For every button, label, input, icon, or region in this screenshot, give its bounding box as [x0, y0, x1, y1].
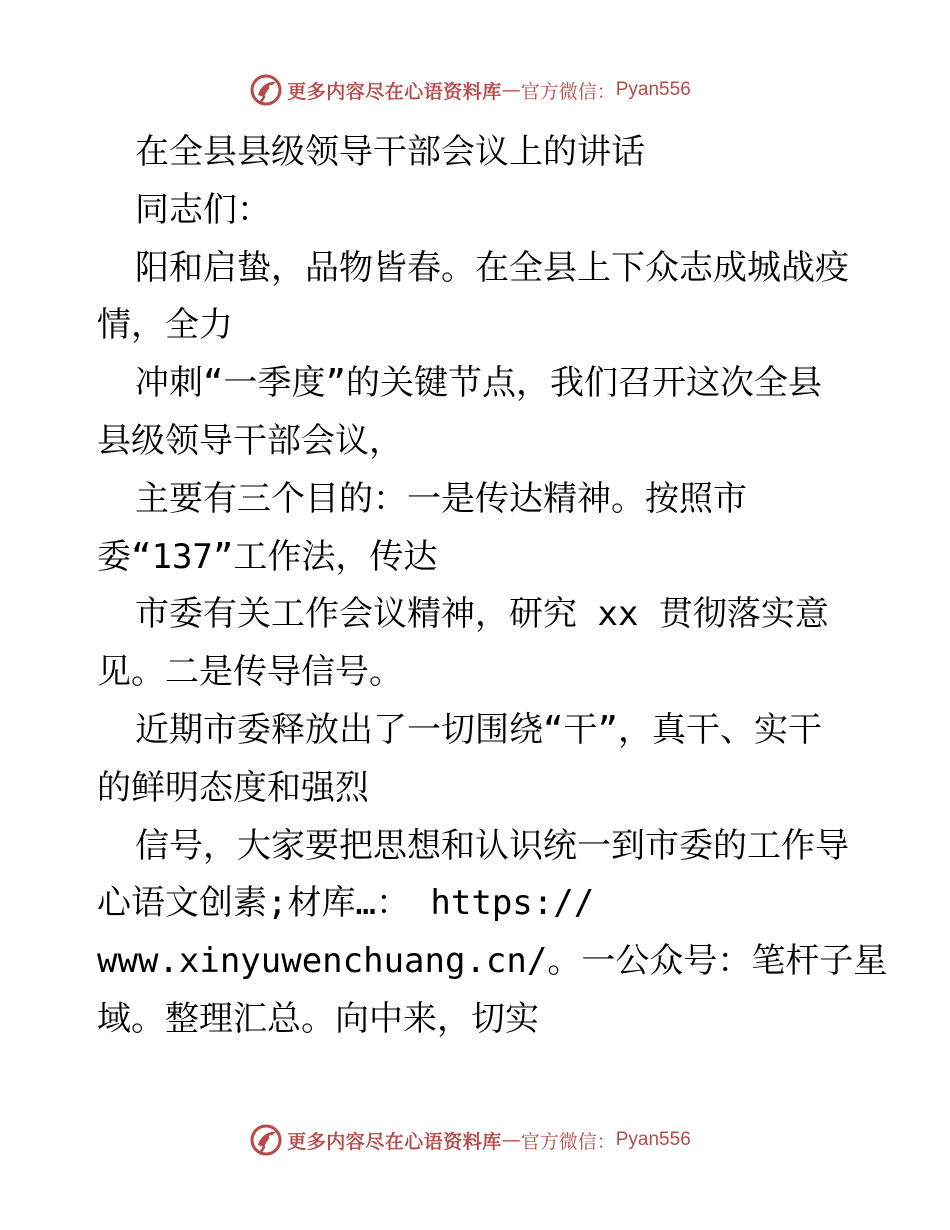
watermark-separator: — [501, 1129, 521, 1151]
document-line: 见。二是传导信号。 [97, 652, 403, 693]
document-line: 近期市委释放出了一切围绕“干”，真干、实干 [135, 709, 822, 750]
document-line: 主要有三个目的：一是传达精神。按照市 [135, 478, 747, 519]
watermark-wechat-id: Pyan556 [615, 79, 691, 100]
document-line: 信号，大家要把思想和认识统一到市委的工作导 [135, 825, 849, 866]
watermark-text: 更多内容尽在心语资料库 [287, 1130, 502, 1153]
watermark-header-inner [249, 73, 691, 107]
document-line: 在全县县级领导干部会议上的讲话 [135, 132, 645, 172]
watermark-wechat-id: Pyan556 [615, 1129, 691, 1150]
document-line: 同志们： [135, 189, 271, 230]
document-line: 市委有关工作会议精神，研究 xx 贯彻落实意 [135, 594, 829, 635]
watermark-footer-inner [249, 1123, 691, 1157]
watermark-header [0, 70, 950, 110]
watermark-footer [0, 1120, 950, 1160]
watermark-separator: — [501, 79, 521, 101]
document-line: www.xinyuwenchuang.cn/。一公众号：笔杆子星 [97, 941, 888, 982]
watermark-wechat-label: 官方微信： [520, 80, 616, 103]
watermark-text: 更多内容尽在心语资料库 [287, 80, 502, 103]
document-line: 的鲜明态度和强烈 [97, 767, 369, 808]
document-line: 冲刺“一季度”的关键节点，我们召开这次全县 [135, 363, 822, 404]
brand-logo-icon [249, 73, 283, 107]
document-line: 心语文创素;材库…： https:// [97, 883, 595, 924]
document-line: 委“137”工作法，传达 [97, 536, 438, 577]
document-line: 域。整理汇总。向中来，切实 [97, 998, 539, 1039]
watermark-wechat-label: 官方微信： [520, 1130, 616, 1153]
document-line: 县级领导干部会议， [97, 420, 403, 461]
document-line: 情，全力 [97, 305, 233, 346]
document-line: 阳和启蛰，品物皆春。在全县上下众志成城战疫 [135, 247, 849, 288]
brand-logo-icon [249, 1123, 283, 1157]
document-body [97, 124, 888, 1049]
